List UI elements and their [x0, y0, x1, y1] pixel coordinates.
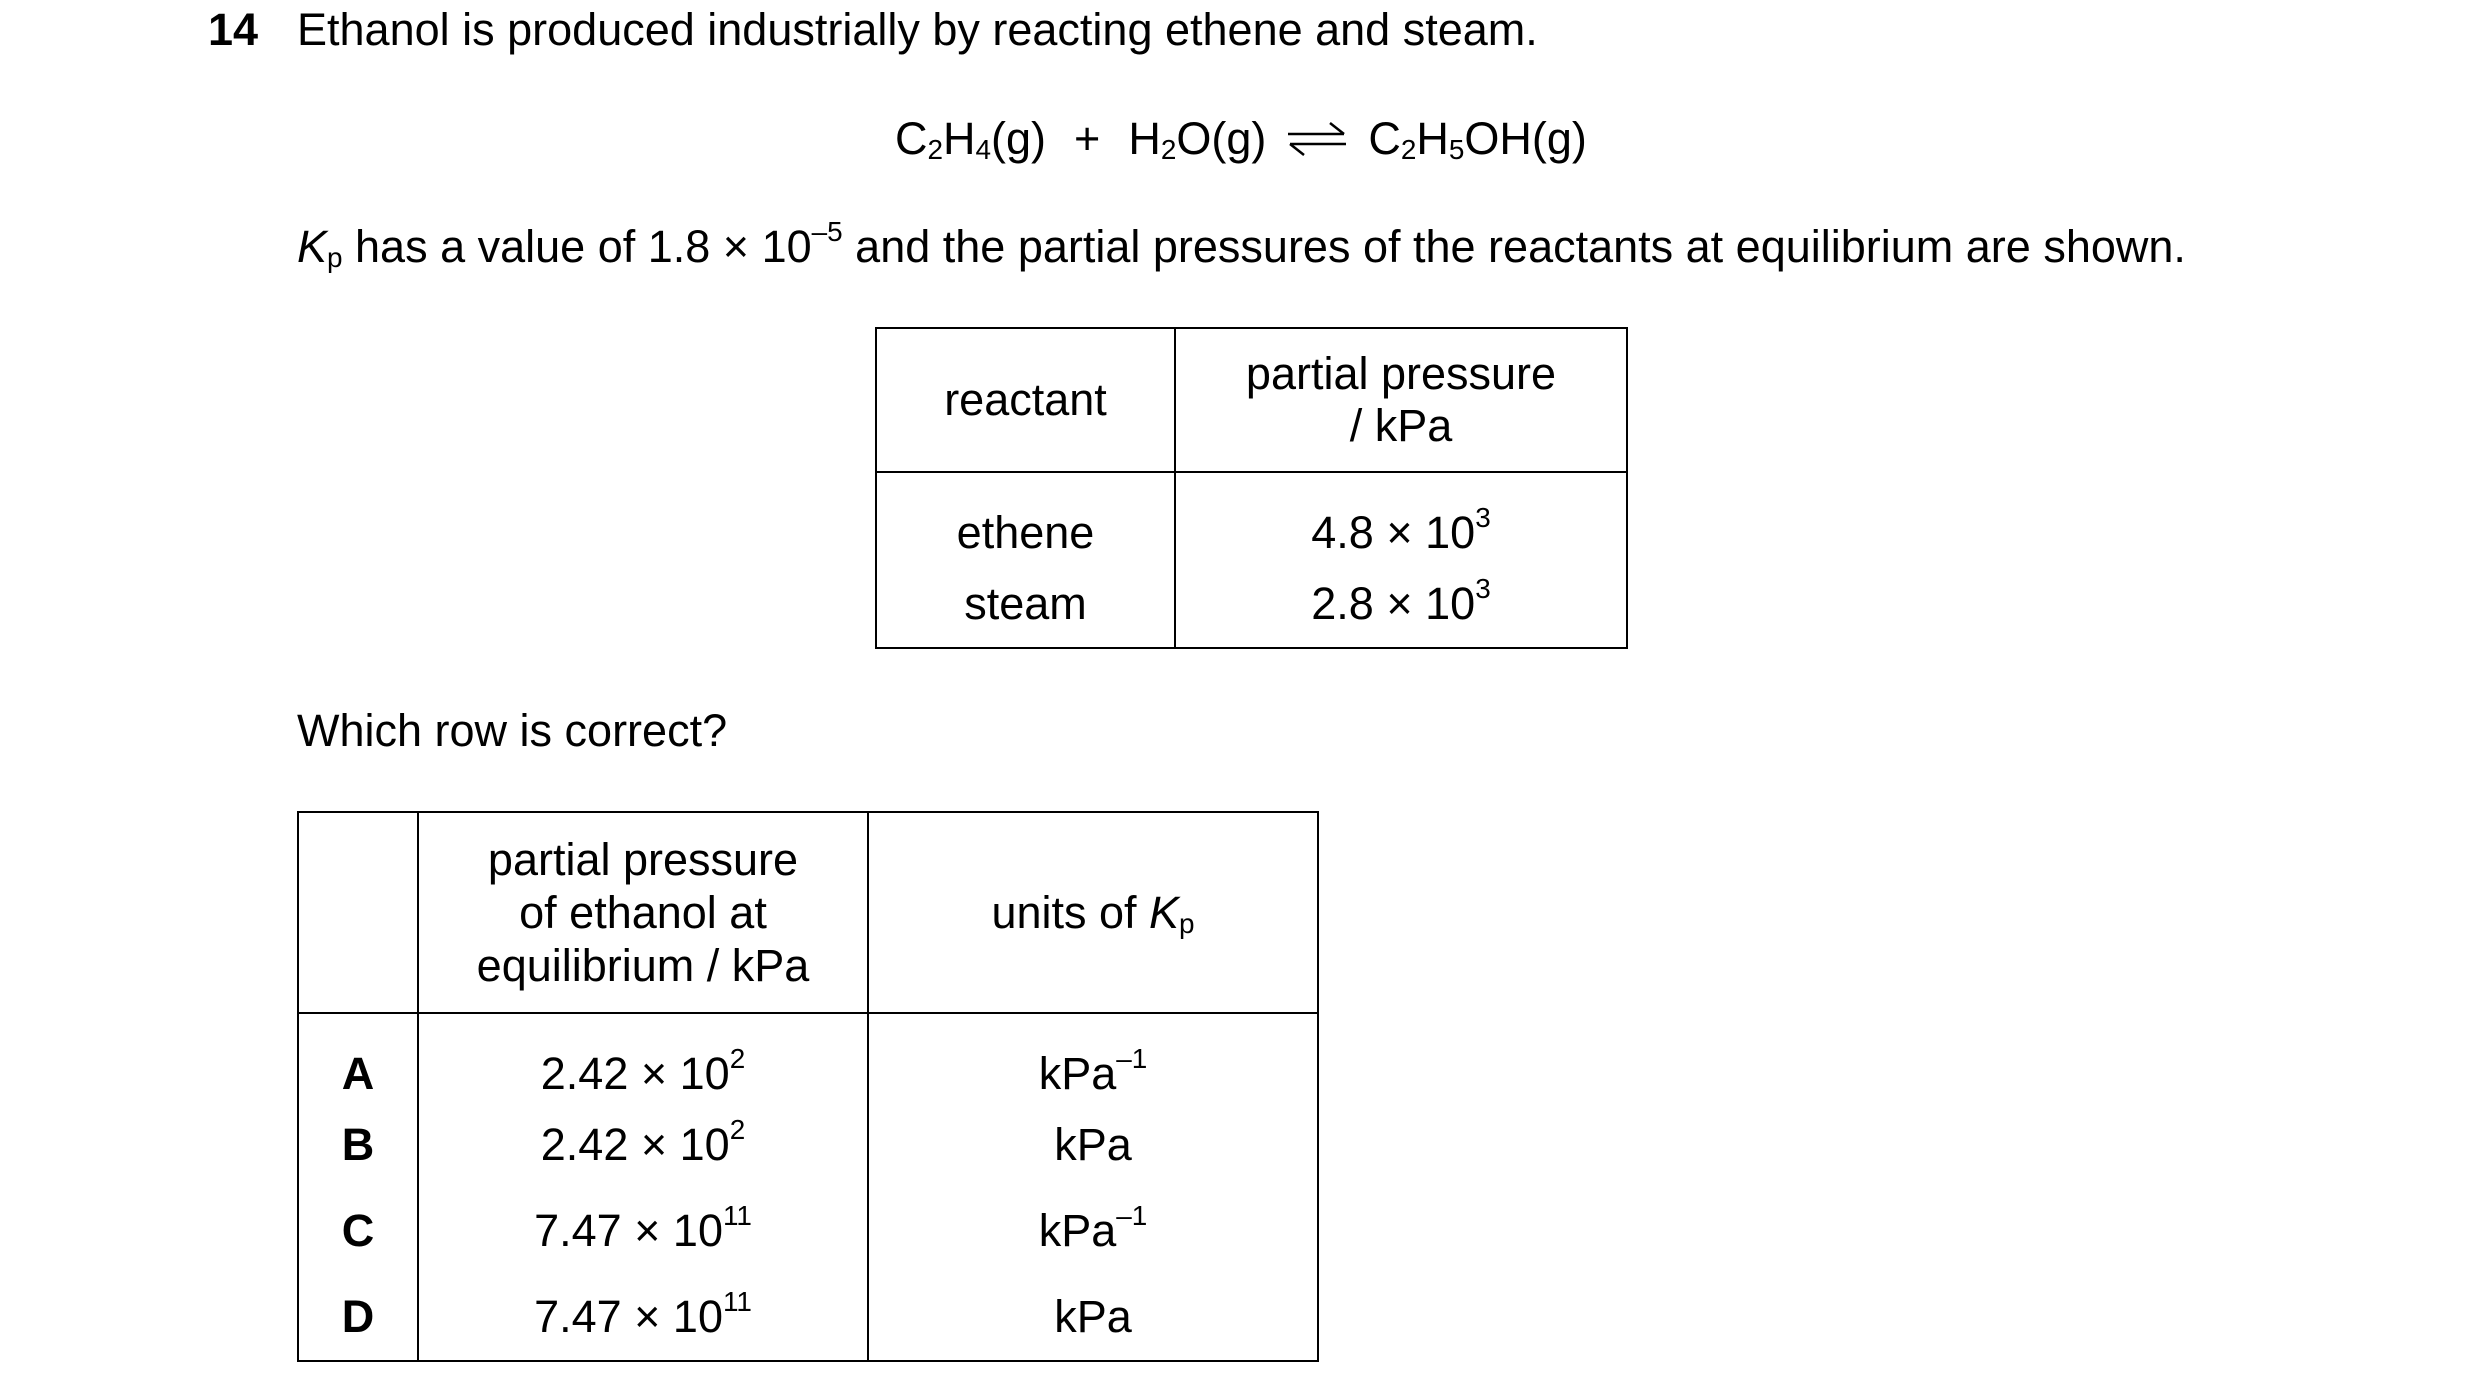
header-units-kp: units of $K_p$ — [868, 812, 1318, 1013]
equation-reactant-ethene: $C_2H_4(g)$ — [895, 113, 1047, 166]
option-unit: kPa — [868, 1274, 1318, 1361]
question-number: 14 — [208, 4, 259, 55]
equilibrium-arrow-icon — [1286, 119, 1348, 159]
answer-row-d[interactable] — [298, 1274, 1318, 1361]
option-letter: B — [298, 1102, 418, 1188]
option-pressure: $7.47 \times 10^{11}$ — [418, 1188, 868, 1274]
option-pressure: $2.42 \times 10^2$ — [418, 1013, 868, 1102]
question-stem: Ethanol is produced industrially by reacting ethene and steam. — [297, 4, 1538, 55]
reactant-pressure: $2.8 \times 10^3$ — [1175, 561, 1627, 648]
reactant-name: ethene — [876, 472, 1175, 561]
header-partial-pressure: partial pressure / kPa — [1175, 328, 1627, 472]
option-unit: kPa — [868, 1102, 1318, 1188]
reactant-pressure-table — [875, 327, 1628, 649]
header-blank — [298, 812, 418, 1013]
equation-product-ethanol: $C_2H_5OH(g)$ — [1368, 113, 1587, 166]
option-letter: A — [298, 1013, 418, 1102]
answer-row-b[interactable] — [298, 1102, 1318, 1188]
reactant-pressure: $4.8 \times 10^3$ — [1175, 472, 1627, 561]
answer-row-c[interactable] — [298, 1188, 1318, 1274]
kp-sentence: $K_p$ has a value of $1.8 \times 10^{-5}$ and the partial pressures of the reactants at equilibrium are shown. — [297, 216, 2186, 274]
option-letter: D — [298, 1274, 418, 1361]
option-unit: kPa$^{-1}$ — [868, 1188, 1318, 1274]
kp-exponent: –5 — [811, 216, 843, 248]
reactant-name: steam — [876, 561, 1175, 648]
header-reactant: reactant — [876, 328, 1175, 472]
option-unit: kPa$^{-1}$ — [868, 1013, 1318, 1102]
chemical-equation — [895, 113, 1587, 165]
answer-row-a[interactable] — [298, 1013, 1318, 1102]
kp-subscript: p — [327, 242, 343, 274]
option-pressure: $7.47 \times 10^{11}$ — [418, 1274, 868, 1361]
equation-reactant-steam: $H_2O(g)$ — [1128, 113, 1267, 166]
table-row — [876, 472, 1627, 561]
question-prompt: Which row is correct? — [297, 705, 728, 756]
kp-symbol: K — [297, 221, 328, 272]
header-ethanol-pressure: partial pressure of ethanol at equilibrium / kPa — [418, 812, 868, 1013]
answer-options-table — [297, 811, 1319, 1362]
option-letter: C — [298, 1188, 418, 1274]
table-row — [876, 561, 1627, 648]
equation-plus: + — [1074, 113, 1101, 164]
option-pressure: $2.42 \times 10^2$ — [418, 1102, 868, 1188]
